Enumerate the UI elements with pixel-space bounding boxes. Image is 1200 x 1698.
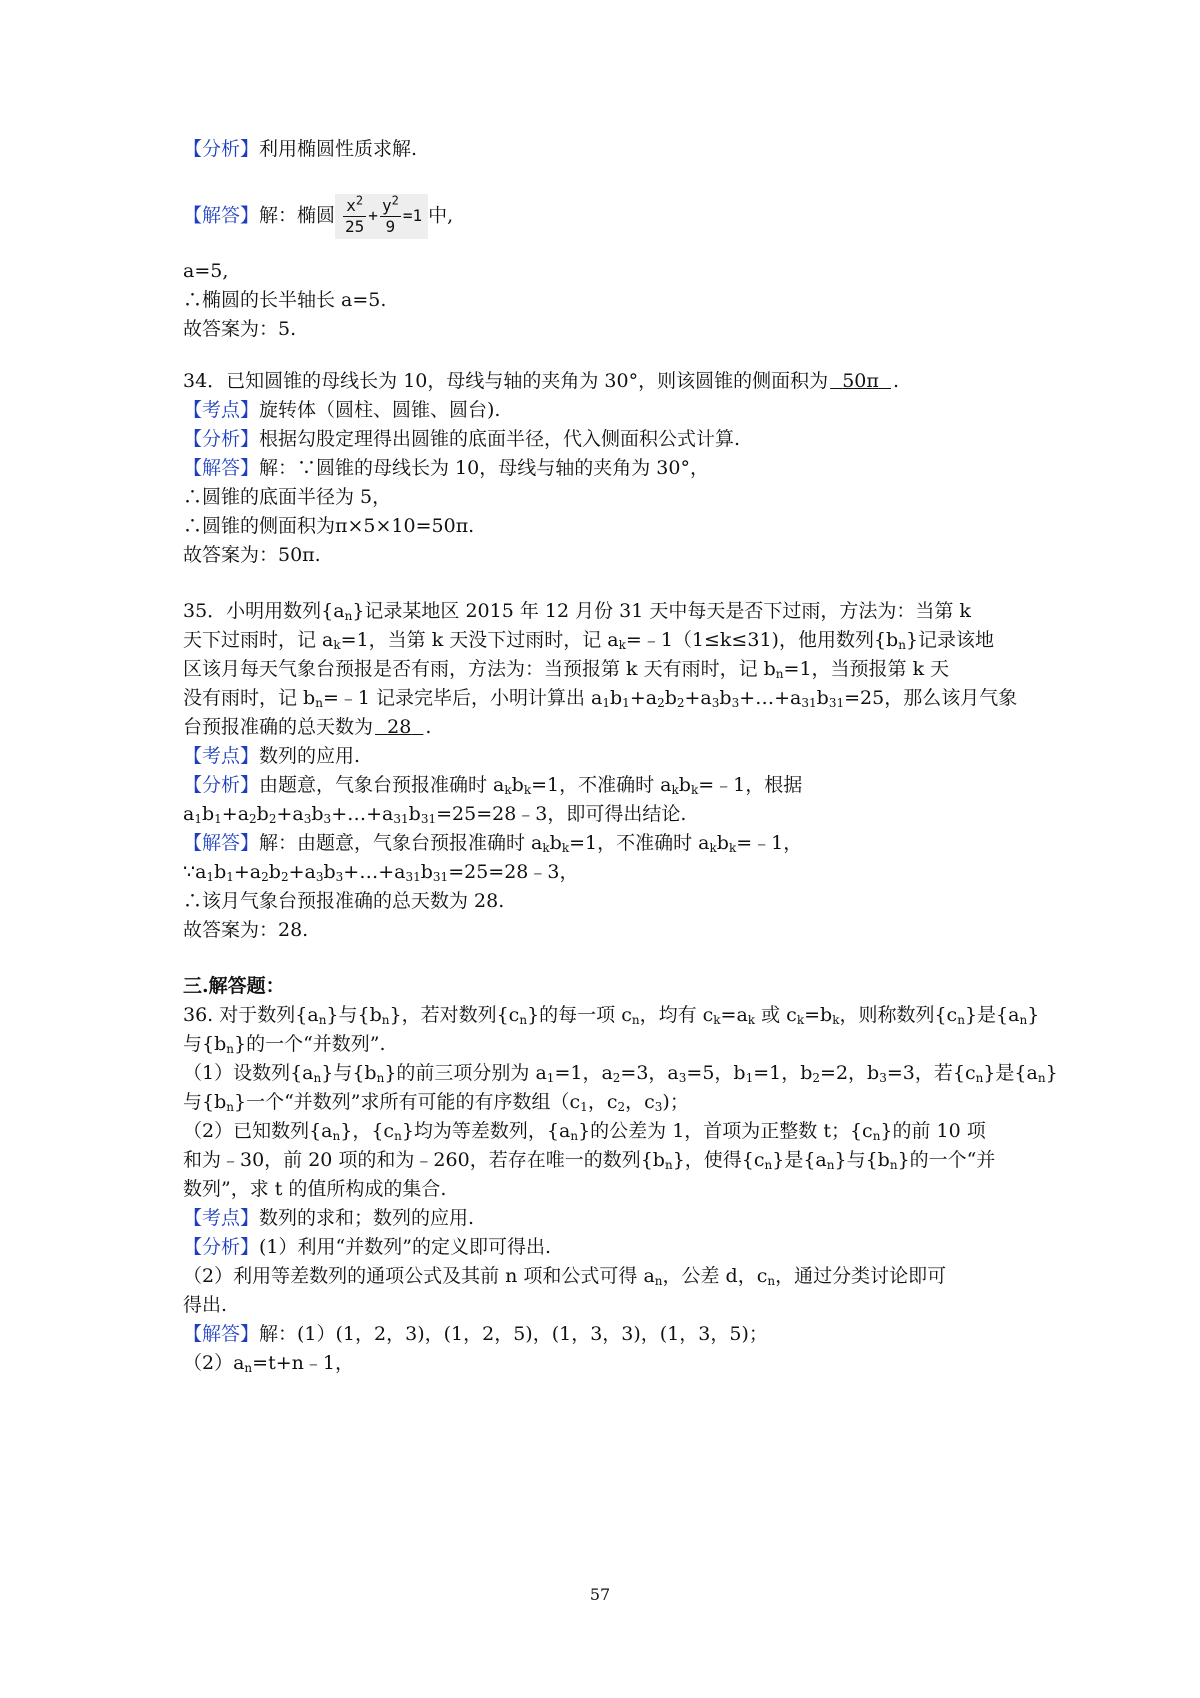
q35-analysis-line2: $a_1b_1+a_2b_2+a_3b_3+\dots+a_{31}b_{31}=25=28﹣3$，即可得出结论. [183, 803, 687, 826]
q36-part2-line1: （2）已知数列$\{a_n\}$，$\{c_n\}$均为等差数列，$\{a_n\}$的公差为 1，首项为正整数 t；$\{c_n\}$的前 10 项 [183, 1120, 986, 1143]
q34-stem: 34．已知圆锥的母线长为 10，母线与轴的夹角为 30°，则该圆锥的侧面积为 50π . [183, 370, 900, 392]
q36-part1-line2: 与$\{b_n\}$一个“并数列”求所有可能的有序数组（$c_1$，$c_2$，$c_3$)； [183, 1091, 689, 1114]
q35-stem-line4: 没有雨时，记 $b_n=﹣1$ 记录完毕后，小明计算出 $a_1b_1+a_2b_2+a_3b_3+\dots+a_{31}b_{31}=25$，那么该月气象 [183, 687, 1018, 710]
q36-part2-line3: 数列”，求 t 的值所构成的集合. [183, 1178, 447, 1200]
q35-stem-line2: 天下过雨时，记 $a_k=1$，当第 k 天没下过雨时，记 $a_k=﹣1(1\le k\le 31)$，他用数列$\{b_n\}$记录该地 [183, 629, 995, 652]
q36-stem-line1: 36. 对于数列$\{a_n\}$与$\{b_n\}$，若对数列$\{c_n\}$的每一项 $c_n$，均有 $c_k=a_k$ 或 $c_k=b_k$，则称数列$\{c_n\}$是$\{a_n\}$ [183, 1004, 1040, 1027]
q35-solution-line4: 故答案为：28. [183, 919, 309, 941]
q35-stem-line5: 台预报准确的总天数为 28 . [183, 716, 432, 738]
q34-line3: 故答案为：50π. [183, 544, 321, 566]
section-heading: 三.解答题： [183, 975, 285, 997]
q36-analysis-line3: 得出. [183, 1294, 228, 1316]
q33-analysis: 【分析】利用椭圆性质求解. [183, 138, 418, 160]
q35-answer-blank: 28 [387, 716, 412, 738]
q33-line2: ∴椭圆的长半轴长 a=5. [183, 289, 387, 311]
q36-analysis-line2: （2）利用等差数列的通项公式及其前 n 项和公式可得 $a_n$，公差 d，$c_n$，通过分类讨论即可 [183, 1265, 947, 1288]
q33-solution: 【解答】解：椭圆 $\frac{x^2}{25}$ + $\frac{y^2}{9}$ =1 中, [183, 194, 453, 239]
q36-analysis: 【分析】(1）利用“并数列”的定义即可得出. [183, 1236, 551, 1258]
q35-stem-line3: 区该月每天气象台预报是否有雨，方法为：当预报第 k 天有雨时，记 $b_n=1$，当预报第 k 天 [183, 658, 950, 681]
q36-part2-line2: 和为﹣30，前 20 项的和为﹣260，若存在唯一的数列$\{b_n\}$，使得$\{c_n\}$是$\{a_n\}$与$\{b_n\}$的一个“并 [183, 1149, 996, 1172]
q33-line3: 故答案为：5. [183, 318, 297, 340]
q35-analysis: 【分析】由题意，气象台预报准确时 $a_kb_k=1$，不准确时 $a_kb_k=﹣1$，根据 [183, 774, 803, 797]
q36-solution: 【解答】解：(1）(1，2，3)，(1，2，5)，(1，3，3)，(1，3，5)； [183, 1323, 768, 1345]
q35-solution: 【解答】解：由题意，气象台预报准确时 $a_kb_k=1$，不准确时 $a_kb_k=﹣1$， [183, 832, 803, 855]
q36-part1-line1: （1）设数列$\{a_n\}$与$\{b_n\}$的前三项分别为 $a_1=1$，$a_2=3$，$a_3=5$，$b_1=1$，$b_2=2$，$b_3=3$，若$\{c_n\}$是$\{a_n\}$ [183, 1062, 1058, 1085]
q34-point: 【考点】旋转体（圆柱、圆锥、圆台). [183, 399, 501, 421]
q35-solution-line3: ∴该月气象台预报准确的总天数为 28. [183, 890, 505, 912]
q35-solution-line2: $\because a_1b_1+a_2b_2+a_3b_3+\dots+a_{31}b_{31}=25=28﹣3$， [183, 861, 579, 884]
q36-solution-line2: $(2)a_n=t+n﹣1$， [183, 1352, 354, 1375]
q34-answer-blank: 50π [842, 370, 879, 392]
q36-point: 【考点】数列的求和；数列的应用. [183, 1207, 475, 1229]
q35-stem-line1: 35．小明用数列$\{a_n\}$记录某地区 2015 年 12 月份 31 天中每天是否下过雨，方法为：当第 k [183, 600, 971, 623]
ellipse-formula-image: $\frac{x^2}{25}$ + $\frac{y^2}{9}$ =1 [335, 194, 428, 239]
page-number: 57 [589, 1585, 611, 1604]
q34-analysis: 【分析】根据勾股定理得出圆锥的底面半径，代入侧面积公式计算. [183, 428, 741, 450]
q33-line1: a=5, [183, 260, 229, 282]
q34-line2: ∴圆锥的侧面积为π×5×10=50π. [183, 515, 475, 537]
q35-point: 【考点】数列的应用. [183, 745, 361, 767]
q34-line1: ∴圆锥的底面半径为 5， [183, 486, 392, 508]
q36-stem-line2: 与$\{b_n\}$的一个“并数列”. [183, 1033, 386, 1056]
q34-solution: 【解答】解：∵圆锥的母线长为 10，母线与轴的夹角为 30°， [183, 457, 709, 479]
